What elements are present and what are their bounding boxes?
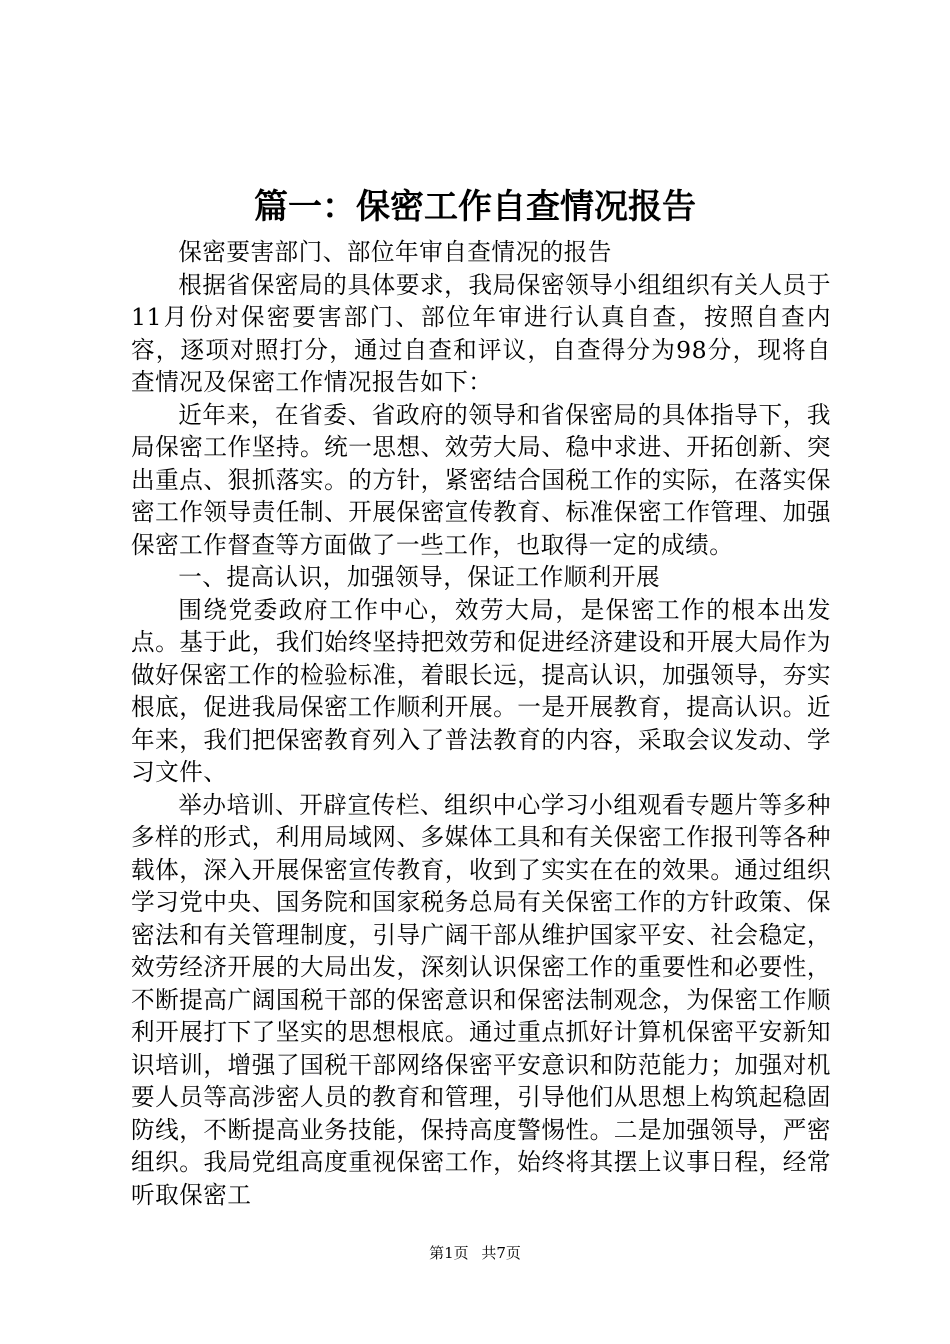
page-footer (0, 1243, 950, 1263)
document-title: 篇一：保密工作自查情况报告 (254, 187, 696, 227)
paragraph-intro: 根据省保密局的具体要求，我局保密领导小组组织有关人员于11月份对保密要害部门、部位年审进行认真自查，按照自查内容，逐项对照打分，通过自查和评议，自查得分为98分，现将自查情况及保密工作情况报告如下： (131, 270, 831, 396)
page-number: 第1页 (429, 1244, 469, 1262)
paragraph-section-1b: 举办培训、开辟宣传栏、组织中心学习小组观看专题片等多种多样的形式，利用局域网、多媒体工具和有关保密工作报刊等各种载体，深入开展保密宣传教育，收到了实实在在的效果。通过组织学习党中央、国务院和国家税务总局有关保密工作的方针政策、保密法和有关管理制度，引导广阔干部从维护国家平安、社会稳定，效劳经济开展的大局出发，深刻认识保密工作的重要性和必要性，不断提高广阔国税干部的保密意识和保密法制观念，为保密工作顺利开展打下了坚实的思想根底。通过重点抓好计算机保密平安新知识培训，增强了国税干部网络保密平安意识和防范能力；加强对机要人员等高涉密人员的教育和管理，引导他们从思想上构筑起稳固防线，不断提高业务技能，保持高度警惕性。二是加强领导，严密组织。我局党组高度重视保密工作，始终将其摆上议事日程，经常听取保密工 (131, 790, 831, 1209)
paragraph-section-1a: 围绕党委政府工作中心，效劳大局，是保密工作的根本出发点。基于此，我们始终坚持把效劳和促进经济建设和开展大局作为做好保密工作的检验标准，着眼长远，提高认识，加强领导，夯实根底，促进我局保密工作顺利开展。一是开展教育，提高认识。近年来，我们把保密教育列入了普法教育的内容，采取会议发动、学习文件、 (131, 595, 831, 786)
paragraph-overview: 近年来，在省委、省政府的领导和省保密局的具体指导下，我局保密工作坚持。统一思想、效劳大局、稳中求进、开拓创新、突出重点、狠抓落实。的方针，紧密结合国税工作的实际，在落实保密工作领导责任制、开展保密宣传教育、标准保密工作管理、加强保密工作督查等方面做了一些工作，也取得一定的成绩。 (131, 400, 831, 559)
document-body (131, 236, 831, 1211)
section-heading-1: 一、提高认识，加强领导，保证工作顺利开展 (178, 563, 661, 591)
paragraph-subtitle: 保密要害部门、部位年审自查情况的报告 (178, 238, 612, 266)
page-total: 共7页 (481, 1244, 521, 1262)
